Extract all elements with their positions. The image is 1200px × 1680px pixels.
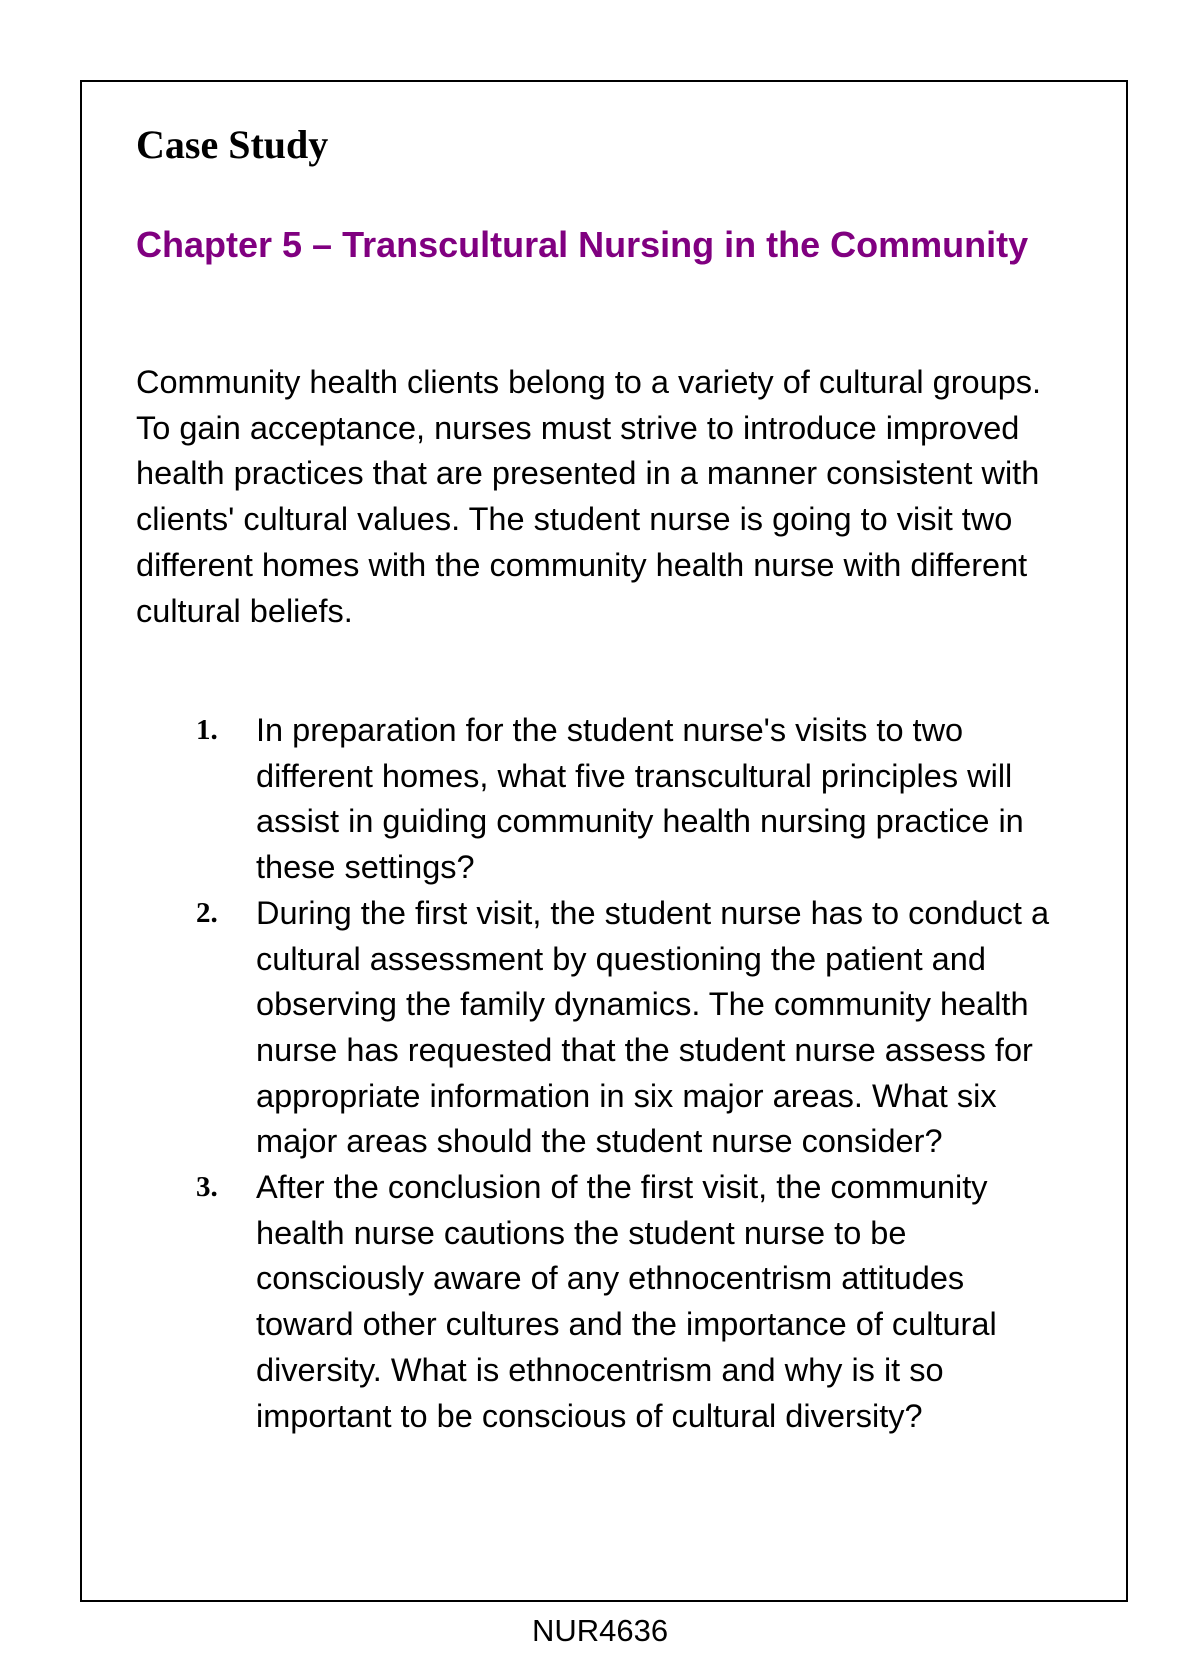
question-number: 1. [196,714,218,746]
case-study-heading: Case Study [136,122,329,167]
question-text: During the first visit, the student nurse has to conduct a cultural assessment by questioning the patient and observing the family dynamics. The community health nurse has requested that the student nurse assess for appropriate information in six major areas. What six major areas should the student nurse consider? [256,894,1050,1160]
course-code-footer: NUR4636 [531,1613,669,1648]
intro-paragraph: Community health clients belong to a variety of cultural groups. To gain acceptance, nurses must strive to introduce improved health practices that are presented in a manner consistent with clients' cultural values. The student nurse is going to visit two different homes with the community health nurse with different cultural beliefs. [136,364,1042,629]
chapter-title: Chapter 5 – Transcultural Nursing in the Community [136,224,1029,265]
question-item-3 [136,1165,1066,1439]
question-text: In preparation for the student nurse's visits to two different homes, what five transcultural principles will assist in guiding community health nursing practice in these settings? [256,712,1024,886]
question-list [136,708,1066,1439]
question-text: After the conclusion of the first visit, the community health nurse cautions the student nurse to be consciously aware of any ethnocentrism attitudes toward other cultures and the importance of cultural diversity. What is ethnocentrism and why is it so important to be conscious of cultural diversity? [256,1169,997,1434]
question-item-1 [136,708,1066,891]
question-number: 3. [196,1171,218,1204]
question-number: 2. [196,896,218,929]
question-item-2 [136,891,1066,1165]
